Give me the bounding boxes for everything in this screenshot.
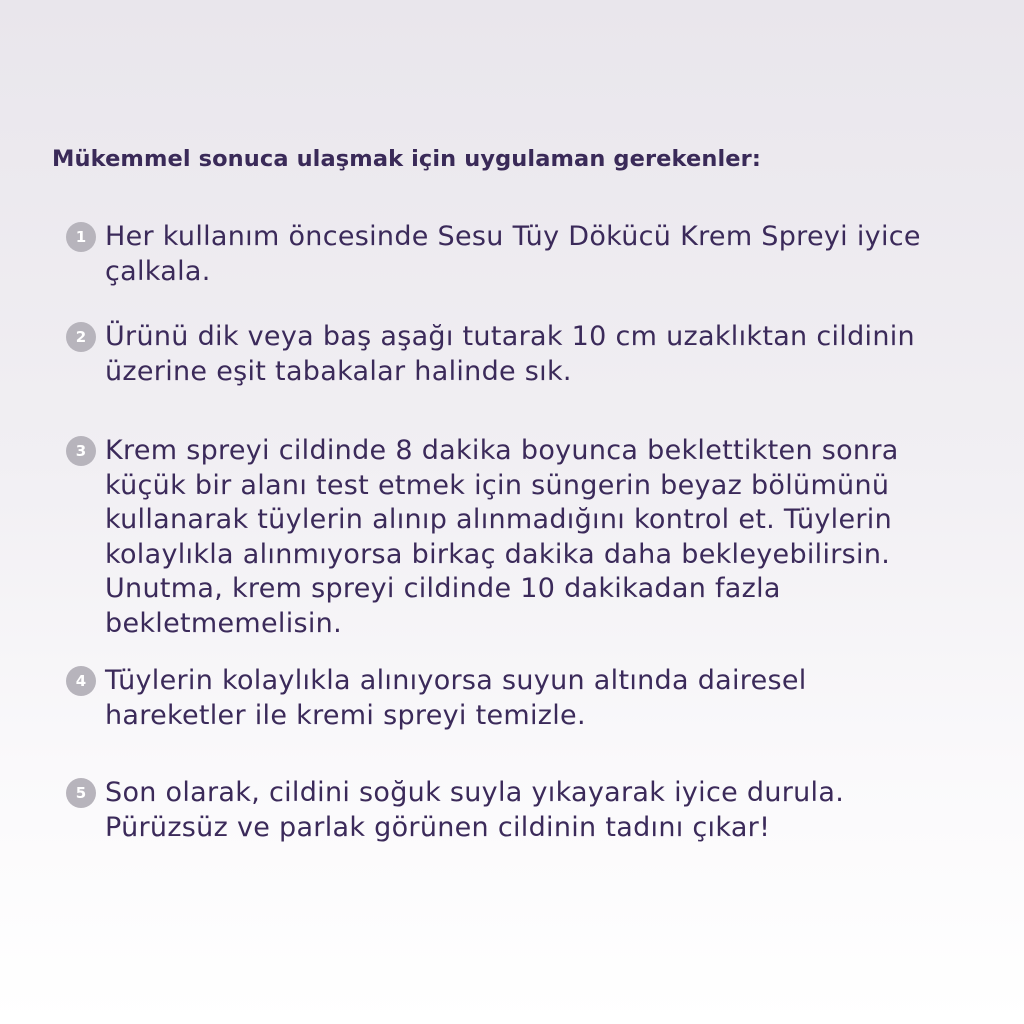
step-2 — [66, 320, 954, 389]
step-5 — [66, 776, 954, 845]
step-text: Her kullanım öncesinde Sesu Tüy Dökücü Krem Spreyi iyice çalkala. — [105, 221, 921, 287]
step-text: Krem spreyi cildinde 8 dakika boyunca beklettikten sonra küçük bir alanı test etmek için süngerin beyaz bölümünü kullanarak tüylerin alınıp alınmadığını kontrol et. Tüylerin kolaylıkla alınmıyorsa birkaç dakika daha bekleyebilirsin. Unutma, krem spreyi cildinde 10 dakikadan fazla bekletmemelisin. — [105, 435, 899, 639]
step-text: Son olarak, cildini soğuk suyla yıkayarak iyice durula. Pürüzsüz ve parlak görünen cildinin tadını çıkar! — [105, 777, 845, 843]
page-heading: Mükemmel sonuca ulaşmak için uygulaman gerekenler: — [52, 146, 761, 172]
step-text: Ürünü dik veya baş aşağı tutarak 10 cm uzaklıktan cildinin üzerine eşit tabakalar halinde sık. — [105, 321, 915, 387]
step-number-badge: 3 — [66, 436, 96, 466]
step-4 — [66, 664, 954, 733]
step-number-badge: 4 — [66, 666, 96, 696]
step-1 — [66, 220, 954, 289]
step-text: Tüylerin kolaylıkla alınıyorsa suyun altında dairesel hareketler ile kremi spreyi temizle. — [105, 665, 807, 731]
step-3 — [66, 434, 954, 641]
step-number-badge: 5 — [66, 778, 96, 808]
step-number-badge: 1 — [66, 222, 96, 252]
step-number-badge: 2 — [66, 322, 96, 352]
